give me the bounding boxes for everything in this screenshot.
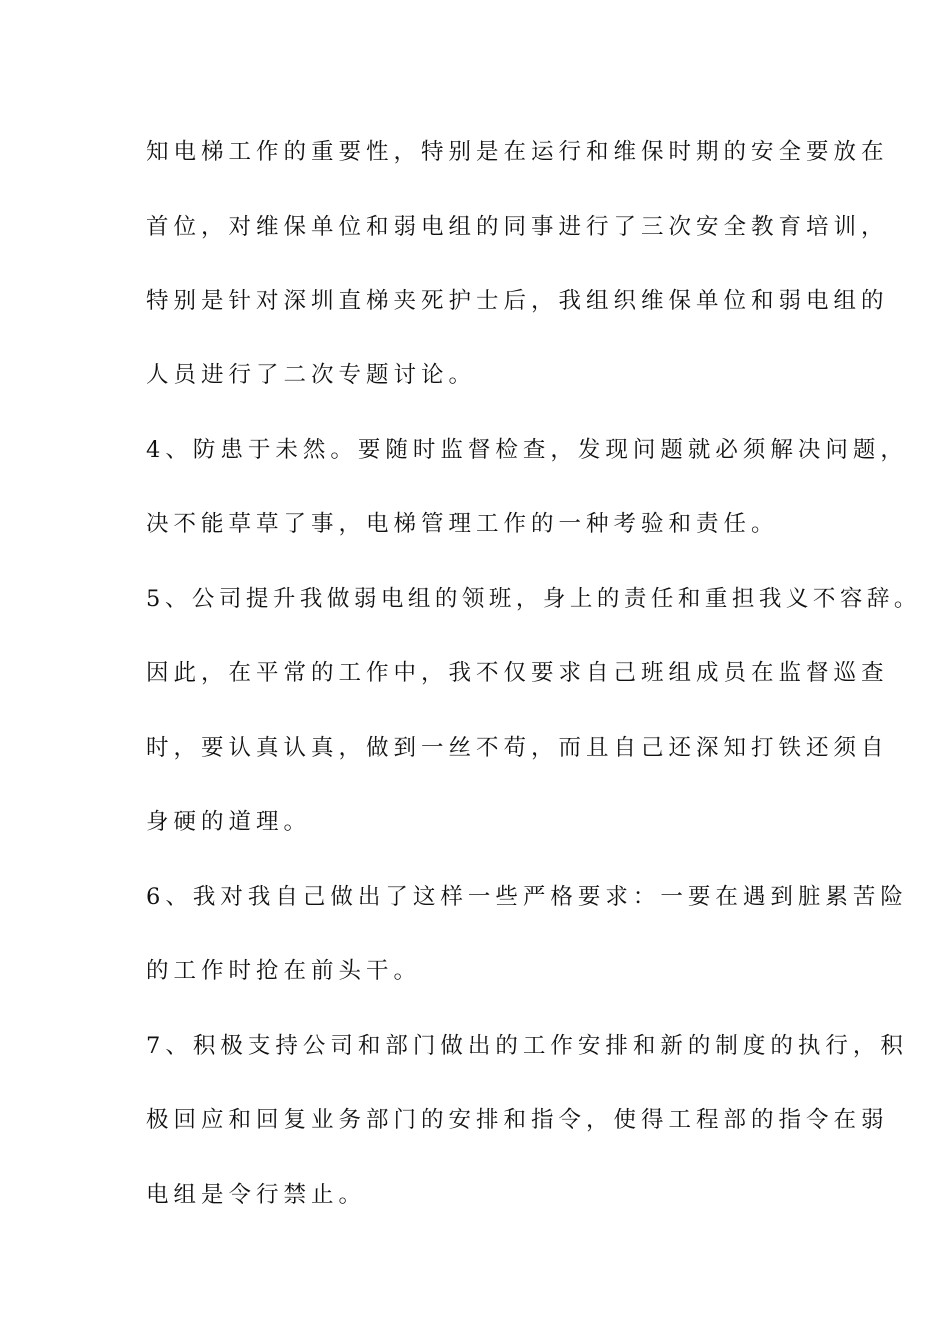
text-line: 时，要认真认真，做到一丝不苟，而且自己还深知打铁还须自: [146, 735, 889, 761]
text-line: 人员进行了二次专题讨论。: [146, 362, 477, 388]
text-line: 电组是令行禁止。: [146, 1182, 367, 1208]
text-line: 7、积极支持公司和部门做出的工作安排和新的制度的执行，积: [146, 1033, 908, 1059]
text-line: 因此，在平常的工作中，我不仅要求自己班组成员在监督巡查: [146, 660, 889, 686]
text-line: 的工作时抢在前头干。: [146, 958, 422, 984]
text-line: 知电梯工作的重要性，特别是在运行和维保时期的安全要放在: [146, 139, 889, 165]
text-line: 极回应和回复业务部门的安排和指令，使得工程部的指令在弱: [146, 1107, 889, 1133]
text-line: 决不能草草了事，电梯管理工作的一种考验和责任。: [146, 511, 779, 537]
text-line: 6、我对我自己做出了这样一些严格要求：一要在遇到脏累苦险: [146, 884, 908, 910]
text-line: 4、防患于未然。要随时监督检查，发现问题就必须解决问题，: [146, 437, 908, 463]
text-line: 特别是针对深圳直梯夹死护士后，我组织维保单位和弱电组的: [146, 288, 889, 314]
text-line: 首位，对维保单位和弱电组的同事进行了三次安全教育培训，: [146, 214, 889, 240]
text-line: 身硬的道理。: [146, 809, 312, 835]
text-line: 5、公司提升我做弱电组的领班，身上的责任和重担我义不容辞。: [146, 586, 921, 612]
